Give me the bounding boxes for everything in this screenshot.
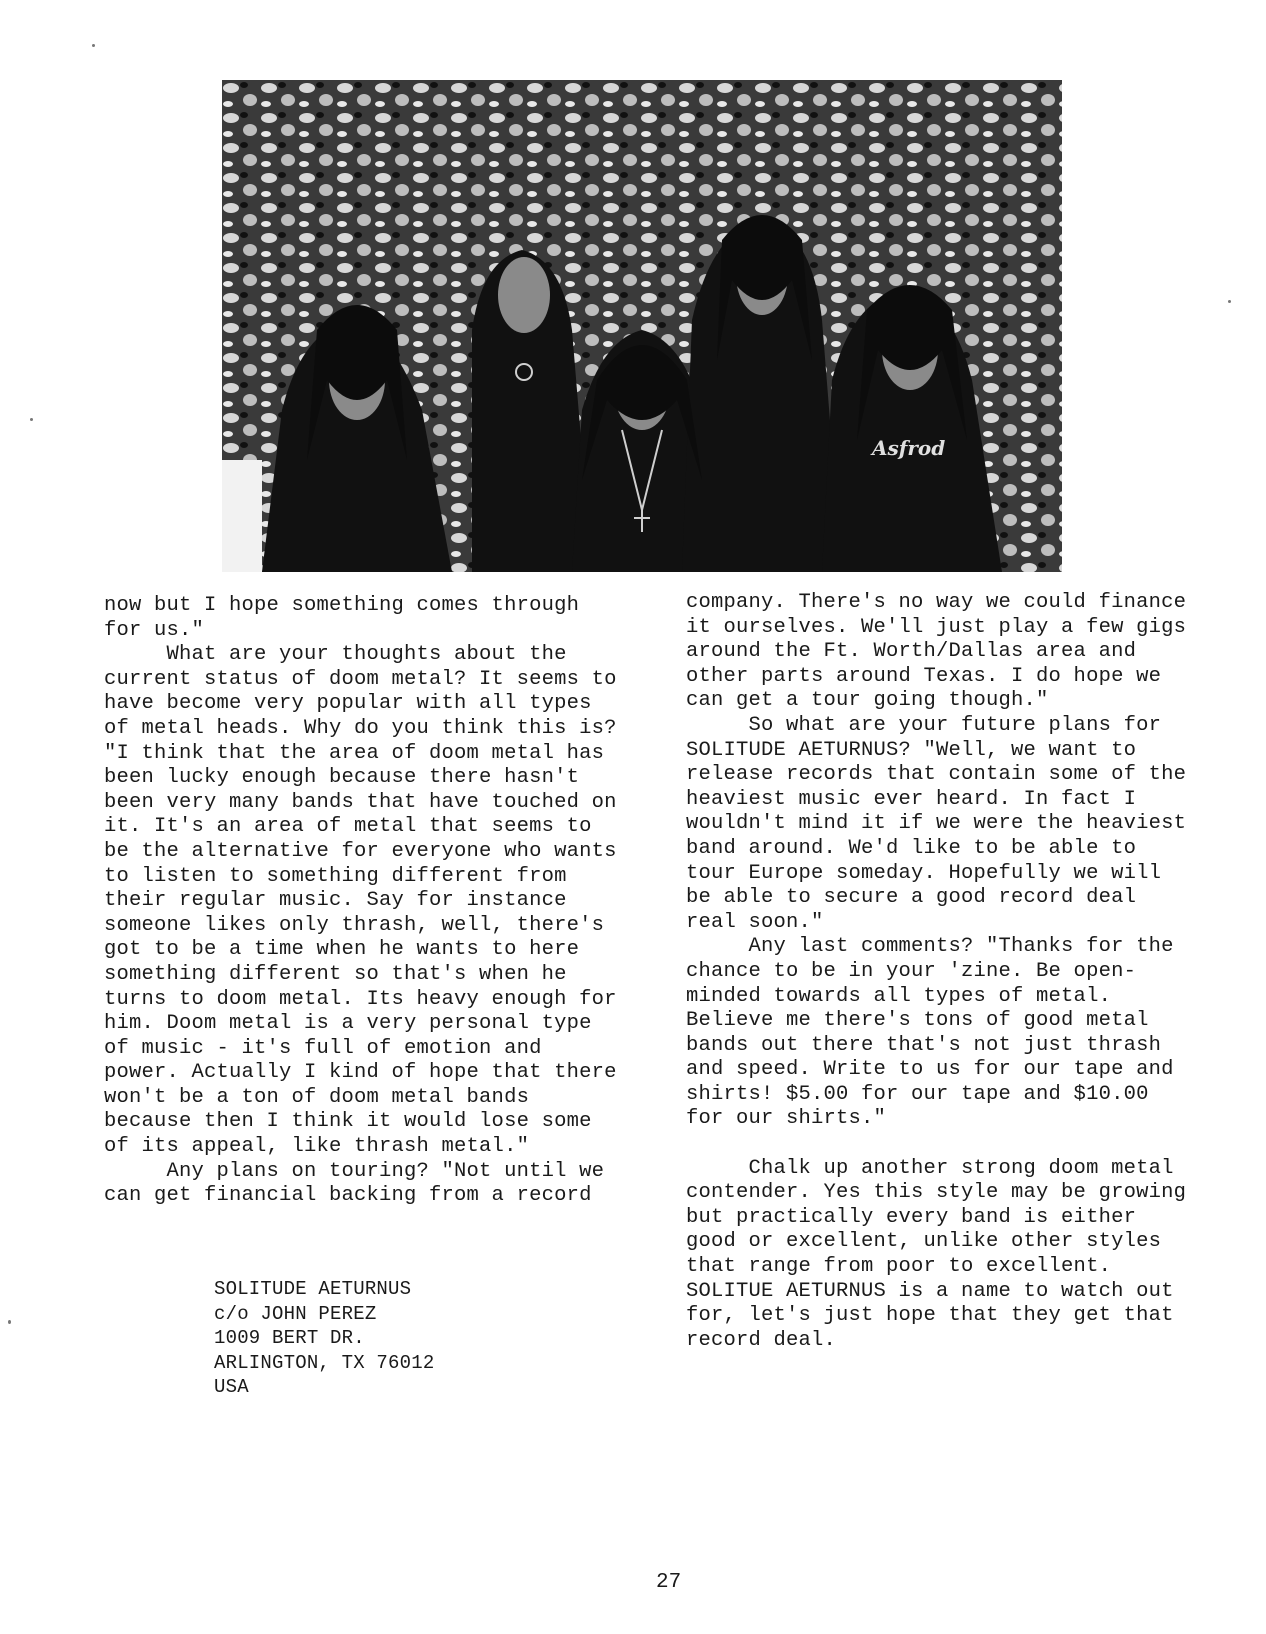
text-line: have become very popular with all types: [104, 692, 592, 716]
text-line: What are your thoughts about the: [104, 643, 567, 667]
text-line: record deal.: [686, 1328, 837, 1352]
page-number: 27: [656, 1571, 682, 1594]
text-line: power. Actually I kind of hope that there: [104, 1061, 617, 1085]
text-line: Any plans on touring? "Not until we: [104, 1159, 605, 1183]
text-line: c/o JOHN PEREZ: [214, 1302, 377, 1325]
text-line: and speed. Write to us for our tape and: [686, 1058, 1174, 1082]
text-line: USA: [214, 1376, 249, 1399]
text-line: current status of doom metal? It seems to: [104, 667, 617, 691]
text-line: been very many bands that have touched on: [104, 790, 617, 814]
text-line: SOLITUDE AETURNUS? "Well, we want to: [686, 738, 1137, 762]
text-line: be able to secure a good record deal: [686, 886, 1137, 910]
text-line: to listen to something different from: [104, 864, 567, 888]
text-line: can get financial backing from a record: [104, 1184, 592, 1208]
text-line: can get a tour going though.": [686, 689, 1049, 713]
text-line: bands out there that's not just thrash: [686, 1033, 1162, 1057]
text-line: but practically every band is either: [686, 1205, 1137, 1229]
text-line: company. There's no way we could finance: [686, 591, 1187, 614]
band-photo: [222, 80, 1062, 572]
text-line: of its appeal, like thrash metal.": [104, 1135, 530, 1159]
text-line: band around. We'd like to be able to: [686, 836, 1137, 860]
text-line: other parts around Texas. I do hope we: [686, 664, 1162, 688]
text-line: it. It's an area of metal that seems to: [104, 815, 592, 839]
text-line: something different so that's when he: [104, 962, 567, 986]
text-line: release records that contain some of the: [686, 763, 1187, 787]
band-address: [214, 1277, 434, 1400]
text-line: wouldn't mind it if we were the heaviest: [686, 812, 1187, 836]
text-line: tour Europe someday. Hopefully we will: [686, 861, 1162, 885]
text-line: around the Ft. Worth/Dallas area and: [686, 640, 1137, 664]
text-line: that range from poor to excellent.: [686, 1255, 1112, 1279]
text-line: for us.": [104, 618, 205, 642]
text-line: for, let's just hope that they get that: [686, 1304, 1174, 1328]
text-line: for our shirts.": [686, 1107, 887, 1131]
text-line: it ourselves. We'll just play a few gigs: [686, 615, 1187, 639]
print-speck: [30, 418, 33, 421]
print-speck: [8, 1320, 11, 1324]
text-line: of metal heads. Why do you think this is?: [104, 716, 617, 740]
print-speck: [92, 44, 95, 47]
print-speck: [1228, 300, 1231, 303]
text-line: him. Doom metal is a very personal type: [104, 1012, 592, 1036]
text-line: ARLINGTON, TX 76012: [214, 1351, 435, 1374]
text-line: SOLITUDE AETURNUS: [214, 1278, 412, 1300]
text-line: minded towards all types of metal.: [686, 984, 1112, 1008]
text-line: "I think that the area of doom metal has: [104, 741, 605, 765]
text-line: be the alternative for everyone who wants: [104, 839, 617, 863]
text-line: Believe me there's tons of good metal: [686, 1009, 1149, 1033]
text-line: real soon.": [686, 910, 824, 934]
text-line: got to be a time when he wants to here: [104, 938, 580, 962]
text-line: now but I hope something comes through: [104, 594, 580, 617]
svg-text:Asfrod: Asfrod: [872, 436, 946, 460]
text-line: because then I think it would lose some: [104, 1110, 592, 1134]
text-line: SOLITUE AETURNUS is a name to watch out: [686, 1279, 1174, 1303]
text-line: Any last comments? "Thanks for the: [686, 935, 1174, 959]
text-line: contender. Yes this style may be growing: [686, 1181, 1187, 1205]
left-column-text: [104, 594, 617, 1209]
text-line: 1009 BERT DR.: [214, 1327, 365, 1350]
text-line: their regular music. Say for instance: [104, 889, 567, 913]
text-line: been lucky enough because there hasn't: [104, 766, 580, 790]
text-line: [686, 1132, 1186, 1157]
text-line: of music - it's full of emotion and: [104, 1036, 542, 1060]
text-line: turns to doom metal. Its heavy enough for: [104, 987, 617, 1011]
text-line: good or excellent, unlike other styles: [686, 1230, 1162, 1254]
text-line: heaviest music ever heard. In fact I: [686, 787, 1137, 811]
band-photo-image: [222, 80, 1062, 572]
right-column-text: [686, 591, 1186, 1353]
text-line: someone likes only thrash, well, there's: [104, 913, 605, 937]
text-line: Chalk up another strong doom metal: [686, 1156, 1174, 1180]
text-line: So what are your future plans for: [686, 713, 1162, 737]
text-line: won't be a ton of doom metal bands: [104, 1085, 530, 1109]
text-line: shirts! $5.00 for our tape and $10.00: [686, 1082, 1149, 1106]
text-line: chance to be in your 'zine. Be open-: [686, 959, 1137, 983]
